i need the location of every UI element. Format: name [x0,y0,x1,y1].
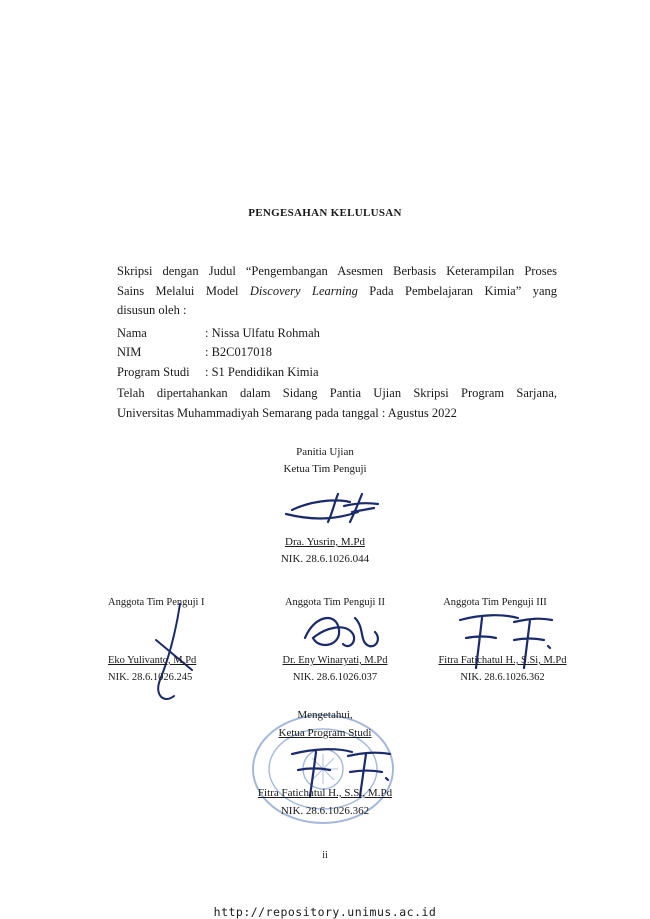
approval-nik: NIK. 28.6.1026.362 [280,805,370,817]
intro-line-3: disusun oleh : [117,303,187,317]
defense-line-1: Telah dipertahankan dalam Sidang Pantia Ujian Skripsi Program Sarjana, [117,386,557,400]
field-row-program [117,365,319,380]
examiner-2-nik: NIK. 28.6.1026.037 [292,672,378,683]
chair-name: Dra. Yusrin, M.Pd [285,536,365,548]
examiner-3-name: Fitra Fatichatul H., S.Si, M.Pd [438,655,567,666]
field-label: NIM [117,345,142,359]
examiner-1-role: Anggota Tim Penguji I [108,597,205,608]
examiner-1-nik: NIK. 28.6.1026.245 [108,672,193,683]
document-title: PENGESAHAN KELULUSAN [248,207,402,219]
examiner-3-nik: NIK. 28.6.1026.362 [460,672,545,683]
examiner-1-name: Eko Yulivanto, M.Pd [108,655,197,666]
intro-line-1: Skripsi dengan Judul “Pengembangan Asesmen Berbasis Keterampilan Proses [117,264,557,278]
field-value: : Nissa Ulfatu Rohmah [205,326,320,340]
examiner-2-role: Anggota Tim Penguji II [284,597,386,608]
intro-line-2-post: Pada Pembelajaran Kimia” yang [357,283,557,298]
approval-role: Ketua Program Studi [278,727,372,739]
examiner-3-role: Anggota Tim Penguji III [443,597,547,608]
examiner-2-name: Dr. Eny Winaryati, M.Pd [282,655,388,666]
chair-role: Ketua Tim Penguji [283,463,367,475]
field-row-name [117,326,320,341]
field-row-nim [117,345,272,360]
footer-url: http://repository.unimus.ac.id [213,905,437,919]
defense-line-2: Universitas Muhammadiyah Semarang pada tanggal : Agustus 2022 [117,405,457,420]
intro-paragraph [117,262,557,321]
intro-line-2 [117,282,557,302]
chair-nik: NIK. 28.6.1026.044 [280,553,370,565]
examiner-2-signature [295,608,385,654]
page-number: ii [322,850,328,861]
field-label: Nama [117,326,147,340]
approval-name: Fitra Fatichatul H., S.Si, M.Pd [257,787,393,799]
defense-paragraph [117,384,557,423]
field-label: Program Studi [117,365,190,379]
field-value: : S1 Pendidikan Kimia [205,365,319,379]
approval-heading: Mengetahui, [297,709,353,721]
chair-signature [278,488,388,528]
intro-line-2-italic: Discovery Learning [249,283,358,298]
committee-heading: Panitia Ujian [296,446,354,458]
intro-line-2-pre: Sains Melalui Model [117,283,250,298]
field-value: : B2C017018 [205,345,273,359]
